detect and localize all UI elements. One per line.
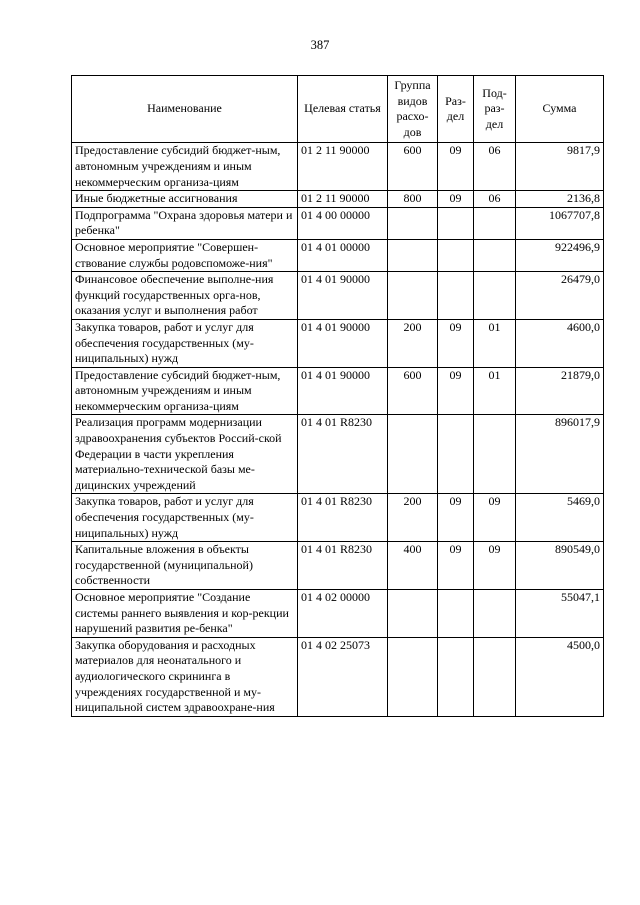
row-name-cell: Реализация программ модернизации здравоохранения субъектов Россий-ской Федерации в части укрепления материально-технической базы ме-дицинских учреждений: [72, 415, 298, 494]
row-code-cell: 01 4 01 90000: [298, 319, 388, 367]
row-section-cell: [438, 590, 474, 638]
row-group-cell: 800: [388, 191, 438, 208]
row-name-cell: Закупка товаров, работ и услуг для обеспечения государственных (му-ниципальных) нужд: [72, 319, 298, 367]
row-sum-cell: 26479,0: [516, 272, 604, 320]
row-group-cell: 600: [388, 367, 438, 415]
row-subsection-cell: [474, 415, 516, 494]
table-row: [72, 191, 604, 208]
row-name-cell: Подпрограмма "Охрана здоровья матери и ребенка": [72, 207, 298, 239]
row-name-cell: Закупка оборудования и расходных материалов для неонатального и аудиологического скрининга в учреждениях государственной и му-ниципальной систем здравоохране-ния: [72, 637, 298, 716]
row-code-cell: 01 4 01 90000: [298, 367, 388, 415]
row-subsection-cell: [474, 590, 516, 638]
row-code-cell: 01 4 01 R8230: [298, 415, 388, 494]
table-row: [72, 239, 604, 271]
header-name: Наименование: [72, 76, 298, 143]
row-group-cell: 200: [388, 319, 438, 367]
row-code-cell: 01 4 02 25073: [298, 637, 388, 716]
table-row: [72, 494, 604, 542]
page-number: 387: [310, 38, 330, 52]
budget-table: [71, 75, 604, 717]
header-row: [72, 76, 604, 143]
row-sum-cell: 890549,0: [516, 542, 604, 590]
row-section-cell: [438, 272, 474, 320]
row-sum-cell: 4600,0: [516, 319, 604, 367]
row-code-cell: 01 4 02 00000: [298, 590, 388, 638]
row-section-cell: [438, 207, 474, 239]
row-subsection-cell: [474, 207, 516, 239]
table-row: [72, 367, 604, 415]
row-section-cell: [438, 415, 474, 494]
row-subsection-cell: [474, 272, 516, 320]
row-code-cell: 01 4 01 R8230: [298, 542, 388, 590]
row-subsection-cell: 09: [474, 542, 516, 590]
header-group: Группа видов расхо-дов: [388, 76, 438, 143]
table-row: [72, 143, 604, 191]
row-sum-cell: 9817,9: [516, 143, 604, 191]
row-sum-cell: 5469,0: [516, 494, 604, 542]
row-section-cell: 09: [438, 542, 474, 590]
row-name-cell: Основное мероприятие "Создание системы раннего выявления и кор-рекции нарушений развития ре-бенка": [72, 590, 298, 638]
row-sum-cell: 1067707,8: [516, 207, 604, 239]
table-row: [72, 319, 604, 367]
row-subsection-cell: [474, 239, 516, 271]
header-sum: Сумма: [516, 76, 604, 143]
row-name-cell: Основное мероприятие "Совершен-ствование службы родовспоможе-ния": [72, 239, 298, 271]
row-code-cell: 01 2 11 90000: [298, 191, 388, 208]
row-name-cell: Закупка товаров, работ и услуг для обеспечения государственных (му-ниципальных) нужд: [72, 494, 298, 542]
header-code: Целевая статья: [298, 76, 388, 143]
table-row: [72, 207, 604, 239]
row-group-cell: [388, 239, 438, 271]
row-code-cell: 01 4 01 R8230: [298, 494, 388, 542]
row-section-cell: 09: [438, 494, 474, 542]
row-name-cell: Предоставление субсидий бюджет-ным, автономным учреждениям и иным некоммерческим организа-циям: [72, 143, 298, 191]
row-section-cell: 09: [438, 143, 474, 191]
table-row: [72, 272, 604, 320]
row-subsection-cell: 06: [474, 191, 516, 208]
row-subsection-cell: [474, 637, 516, 716]
row-group-cell: [388, 207, 438, 239]
row-name-cell: Предоставление субсидий бюджет-ным, автономным учреждениям и иным некоммерческим организа-циям: [72, 367, 298, 415]
row-sum-cell: 896017,9: [516, 415, 604, 494]
row-section-cell: 09: [438, 191, 474, 208]
row-sum-cell: 4500,0: [516, 637, 604, 716]
table-row: [72, 637, 604, 716]
table-row: [72, 542, 604, 590]
header-subsection: Под-раз-дел: [474, 76, 516, 143]
row-code-cell: 01 4 01 00000: [298, 239, 388, 271]
row-subsection-cell: 06: [474, 143, 516, 191]
row-group-cell: 400: [388, 542, 438, 590]
row-sum-cell: 922496,9: [516, 239, 604, 271]
row-group-cell: [388, 415, 438, 494]
row-section-cell: 09: [438, 319, 474, 367]
row-name-cell: Финансовое обеспечение выполне-ния функций государственных орга-нов, оказания услуг и выполнения работ: [72, 272, 298, 320]
row-name-cell: Капитальные вложения в объекты государственной (муниципальной) собственности: [72, 542, 298, 590]
row-section-cell: [438, 239, 474, 271]
header-section: Раз-дел: [438, 76, 474, 143]
row-name-cell: Иные бюджетные ассигнования: [72, 191, 298, 208]
row-sum-cell: 21879,0: [516, 367, 604, 415]
row-group-cell: 600: [388, 143, 438, 191]
row-section-cell: 09: [438, 367, 474, 415]
row-subsection-cell: 01: [474, 367, 516, 415]
row-group-cell: 200: [388, 494, 438, 542]
row-sum-cell: 2136,8: [516, 191, 604, 208]
row-code-cell: 01 4 00 00000: [298, 207, 388, 239]
row-group-cell: [388, 272, 438, 320]
row-code-cell: 01 2 11 90000: [298, 143, 388, 191]
table-row: [72, 415, 604, 494]
row-group-cell: [388, 590, 438, 638]
row-sum-cell: 55047,1: [516, 590, 604, 638]
row-subsection-cell: 09: [474, 494, 516, 542]
table-row: [72, 590, 604, 638]
row-subsection-cell: 01: [474, 319, 516, 367]
row-code-cell: 01 4 01 90000: [298, 272, 388, 320]
row-group-cell: [388, 637, 438, 716]
row-section-cell: [438, 637, 474, 716]
